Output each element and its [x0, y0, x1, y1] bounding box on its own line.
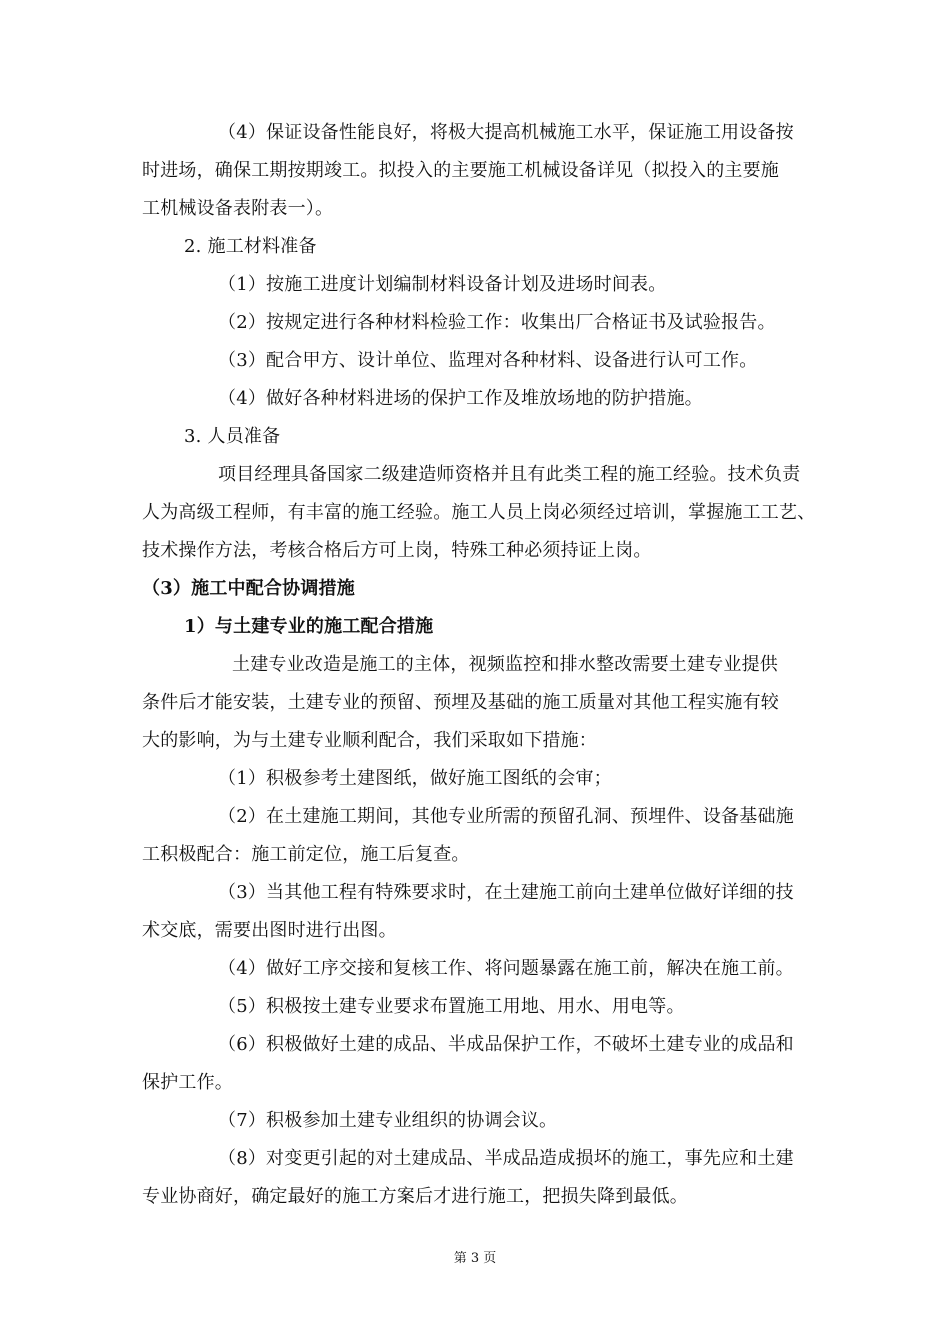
- subsection-heading: 1）与土建专业的施工配合措施: [184, 616, 434, 637]
- list-item: （4）做好工序交接和复核工作、将问题暴露在施工前，解决在施工前。: [218, 958, 794, 979]
- section-heading: 2. 施工材料准备: [184, 236, 317, 257]
- list-item-continuation: 专业协商好，确定最好的施工方案后才进行施工，把损失降到最低。: [142, 1186, 688, 1207]
- paragraph-line: （4）保证设备性能良好，将极大提高机械施工水平，保证施工用设备按: [218, 122, 794, 143]
- list-item: （3）配合甲方、设计单位、监理对各种材料、设备进行认可工作。: [218, 350, 758, 371]
- paragraph-line: 人为高级工程师，有丰富的施工经验。施工人员上岗必须经过培训，掌握施工工艺、: [142, 502, 816, 523]
- list-item-continuation: 术交底，需要出图时进行出图。: [142, 920, 397, 941]
- list-item: （4）做好各种材料进场的保护工作及堆放场地的防护措施。: [218, 388, 703, 409]
- list-item-continuation: 保护工作。: [142, 1072, 233, 1093]
- list-item: （1）按施工进度计划编制材料设备计划及进场时间表。: [218, 274, 667, 295]
- list-item: （1）积极参考土建图纸，做好施工图纸的会审；: [218, 768, 612, 789]
- list-item: （3）当其他工程有特殊要求时，在土建施工前向土建单位做好详细的技: [218, 882, 794, 903]
- list-item: （5）积极按土建专业要求布置施工用地、用水、用电等。: [218, 996, 685, 1017]
- section-heading: 3. 人员准备: [184, 426, 281, 447]
- paragraph-line: 大的影响，为与土建专业顺利配合，我们采取如下措施：: [142, 730, 597, 751]
- paragraph-line: 工机械设备表附表一）。: [142, 198, 334, 219]
- list-item: （6）积极做好土建的成品、半成品保护工作，不破坏土建专业的成品和: [218, 1034, 794, 1055]
- paragraph-line: 技术操作方法，考核合格后方可上岗，特殊工种必须持证上岗。: [142, 540, 652, 561]
- section-heading: （3）施工中配合协调措施: [142, 578, 355, 599]
- list-item: （7）积极参加土建专业组织的协调会议。: [218, 1110, 558, 1131]
- paragraph-line: 时进场，确保工期按期竣工。拟投入的主要施工机械设备详见（拟投入的主要施: [142, 160, 779, 181]
- list-item: （2）在土建施工期间，其他专业所需的预留孔洞、预埋件、设备基础施: [218, 806, 794, 827]
- page-number: 第 3 页: [453, 1251, 497, 1266]
- list-item-continuation: 工积极配合：施工前定位，施工后复查。: [142, 844, 470, 865]
- list-item: （2）按规定进行各种材料检验工作：收集出厂合格证书及试验报告。: [218, 312, 776, 333]
- list-item: （8）对变更引起的对土建成品、半成品造成损坏的施工，事先应和土建: [218, 1148, 794, 1169]
- paragraph-line: 项目经理具备国家二级建造师资格并且有此类工程的施工经验。技术负责: [218, 464, 801, 485]
- paragraph-line: 土建专业改造是施工的主体，视频监控和排水整改需要土建专业提供: [232, 654, 778, 675]
- paragraph-line: 条件后才能安装，土建专业的预留、预埋及基础的施工质量对其他工程实施有较: [142, 692, 779, 713]
